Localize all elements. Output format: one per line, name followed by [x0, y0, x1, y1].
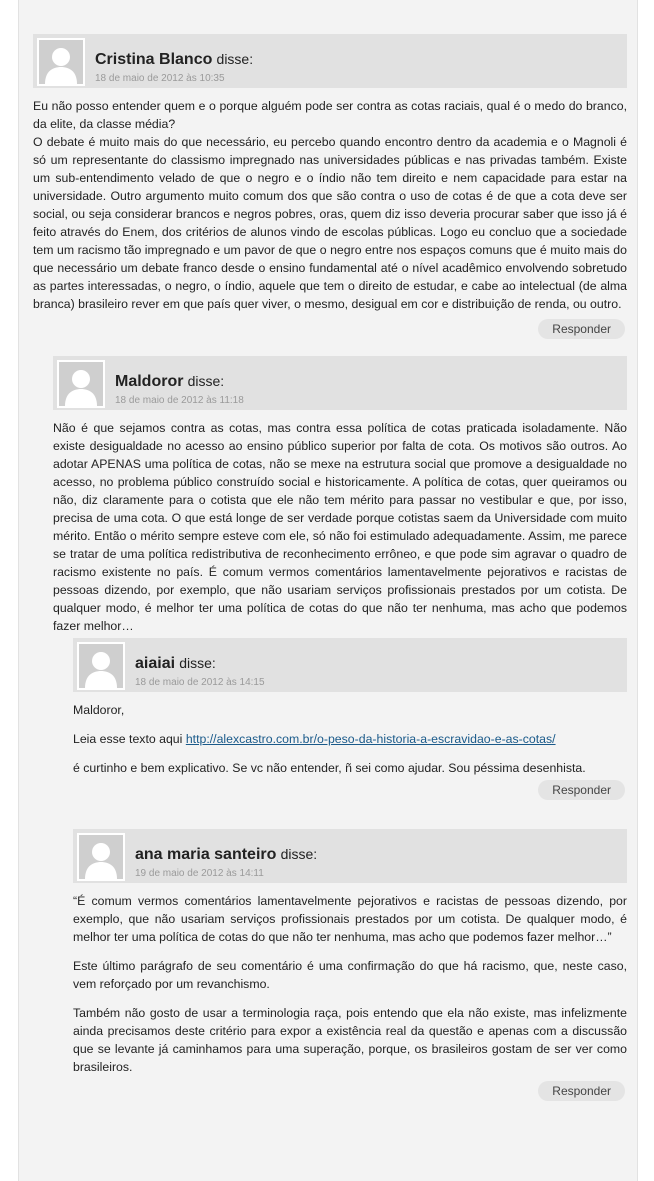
comment-date[interactable]: 18 de maio de 2012 às 10:35 — [95, 73, 225, 84]
comment-maldoror — [53, 356, 627, 633]
comment-author-line — [135, 655, 216, 673]
reply-button[interactable]: Responder — [538, 780, 625, 800]
comment-paragraph: Este último parágrafo de seu comentário é uma confirmação do que há racismo, que, neste caso, vem reforçado por um revanchismo. — [73, 959, 627, 991]
comment-author-line — [115, 373, 224, 391]
avatar — [57, 360, 105, 408]
comment-author: Cristina Blanco — [95, 51, 213, 68]
comment-author: aiaiai — [135, 655, 176, 672]
comment-greeting: Maldoror, — [73, 703, 125, 717]
comment-cristina-blanco — [33, 34, 627, 346]
comment-said: disse: — [280, 846, 318, 862]
comment-author: Maldoror — [115, 373, 184, 390]
comment-header — [33, 34, 627, 88]
comment-paragraph: Eu não posso entender quem e o porque alguém pode ser contra as cotas raciais, qual é o medo do branco, da elite, da classe média? — [33, 99, 627, 131]
comment-author-line — [135, 846, 317, 864]
comment-ana-maria-santeiro — [73, 829, 627, 1105]
comment-paragraph: Não é que sejamos contra as cotas, mas contra essa política de cotas praticada isoladamente. Não existe desigualdade no acesso ao ensino público superior por falta de cota. Os motivos são outros. Ao adotar APENAS uma política de cotas, não se mexe na estrutura social que promove a desigualdade no acesso, no problema público construído social e historicamente. A política de cotas, quer queiramos ou não, diz claramente para o cotista que ele não tem mérito para passar no vestibular e que, por isso, precisa de uma cota. O que está longe de ser verdade porque cotistas saem da Universidade com muito mérito. Então o mérito sempre esteve com ele, só não foi estimulado adequadamente. Assim, me parece se tratar de uma política redistributiva de reconhecimento errôneo, e que pode sim agravar o quadro de racismo existente no país. É comum vermos comentários lamentavelmente pejorativos e racistas de pessoas dizendo, por exemplo, que não usariam serviços profissionais prestados por um cotista. De qualquer modo, é melhor ter uma política de cotas do que não ter nenhuma, mas acho que podemos fazer melhor… — [53, 421, 627, 633]
user-silhouette-icon — [79, 835, 123, 879]
comment-said: disse: — [216, 51, 254, 67]
comment-said: disse: — [187, 373, 225, 389]
comment-link-paragraph — [73, 730, 627, 748]
user-silhouette-icon — [59, 362, 103, 406]
avatar — [77, 642, 125, 690]
comment-date[interactable]: 18 de maio de 2012 às 14:15 — [135, 677, 265, 688]
reply-button[interactable]: Responder — [538, 1081, 625, 1101]
comment-paragraph: Também não gosto de usar a terminologia raça, pois entendo que ela não existe, mas infelizmente ainda precisamos deste critério para expor a existência real da questão e apenas com a discussão que se levante já caminhamos para uma superação, porque, os brasileiros gostam de ser ver como brasileiros. — [73, 1006, 627, 1074]
comment-author-line — [95, 51, 253, 69]
user-silhouette-icon — [79, 644, 123, 688]
user-silhouette-icon — [39, 40, 83, 84]
comment-author: ana maria santeiro — [135, 846, 277, 863]
article-link[interactable]: http://alexcastro.com.br/o-peso-da-historia-a-escravidao-e-as-cotas/ — [185, 732, 556, 746]
comment-header — [73, 638, 627, 692]
comment-header — [53, 356, 627, 410]
reply-button[interactable]: Responder — [538, 319, 625, 339]
comments-page — [18, 0, 638, 1181]
comment-date[interactable]: 18 de maio de 2012 às 11:18 — [115, 395, 244, 406]
comment-said: disse: — [179, 655, 216, 671]
comment-header — [73, 829, 627, 883]
link-prefix: Leia esse texto aqui — [73, 732, 186, 746]
comment-paragraph: “É comum vermos comentários lamentavelmente pejorativos e racistas de pessoas dizendo, por exemplo, que não usariam serviços profissionais prestados por um cotista. De qualquer modo, é melhor ter uma política de cotas do que não ter nenhuma, mas acho que podemos fazer melhor…” — [73, 894, 627, 944]
comment-paragraph: O debate é muito mais do que necessário, eu percebo quando encontro dentro da academia e o Magnoli é só um representante do classismo impregnado nas universidades públicas e nas privadas também. Existe um sub-entendimento velado de que o negro e o índio não tem direito e nem capacidade para estar na universidade. Outro argumento muito comum dos que são contra o uso de cotas é de que a cota deve ser social, ou seja considerar brancos e negros pobres, oras, quem diz isso deveria procurar saber que isso já é feito através do Enem, dos critérios de alunos vindo de escolas públicas. Logo eu concluo que a sociedade tem um racismo tão impregnado e um pavor de que o negro entre nos espaços comuns que é muito mais do que necessário um debate franco desde o ensino fundamental até o nível acadêmico envolvendo sobretudo as partes interessadas, o negro, o índio, aquele que tem o direito de estudar, e cabe ao intelectual (de alma branca) brasileiro rever em que país quer viver, o mesmo, desigual em cor e distribuição de renda, ou outro. — [33, 135, 627, 311]
avatar — [37, 38, 85, 86]
comment-date[interactable]: 19 de maio de 2012 às 14:11 — [135, 868, 264, 879]
comment-closing: é curtinho e bem explicativo. Se vc não entender, ñ sei como ajudar. Sou péssima desenhista. — [73, 761, 586, 775]
comment-aiaiai — [73, 638, 627, 802]
comment-body — [73, 692, 627, 777]
avatar — [77, 833, 125, 881]
comment-body — [73, 883, 627, 1076]
comment-body — [33, 88, 627, 313]
comment-body — [53, 410, 627, 635]
